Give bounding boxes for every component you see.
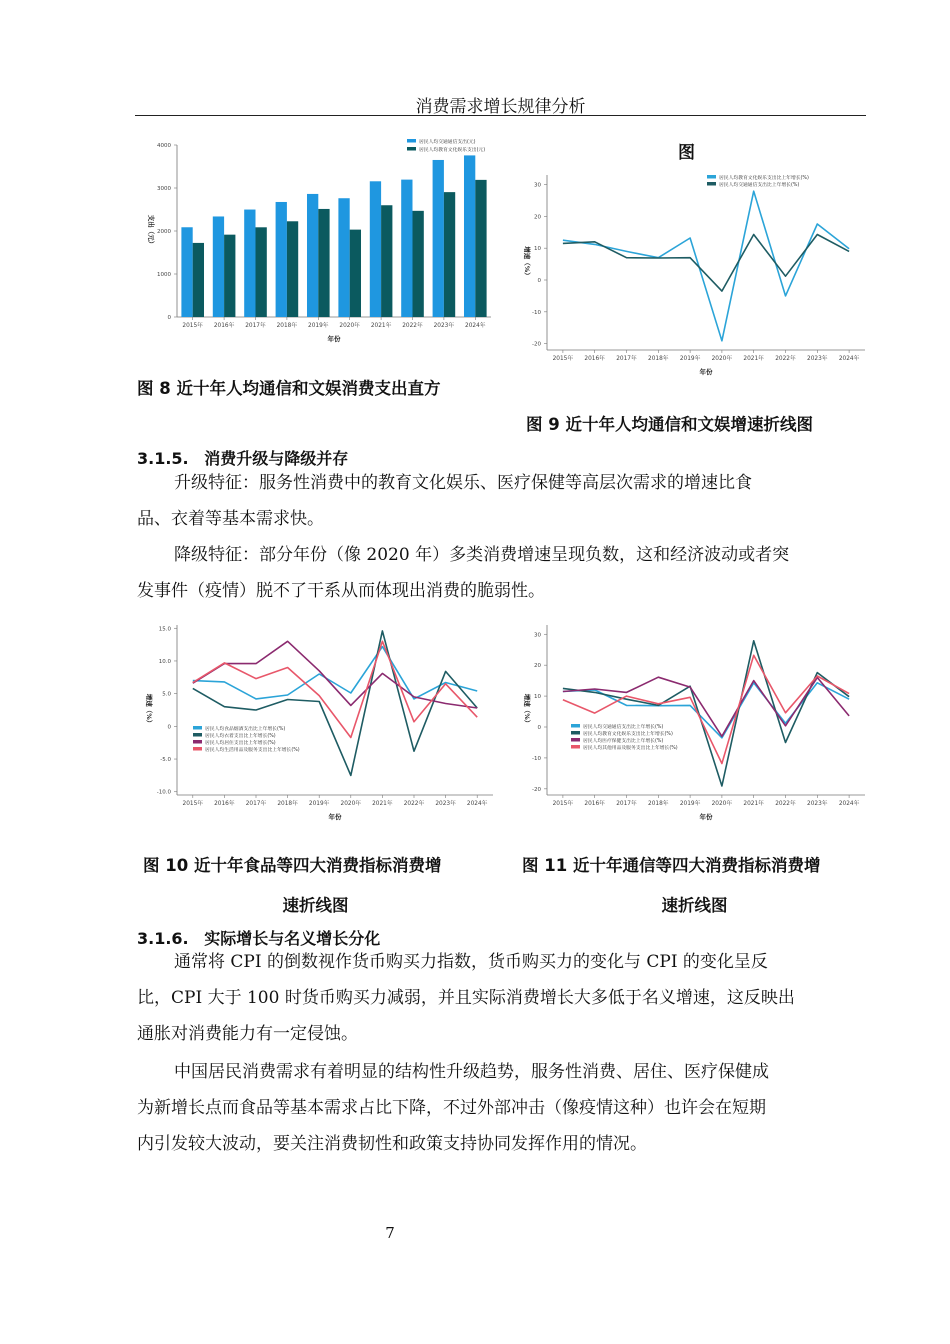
x-tick-label: 2015年 xyxy=(182,323,203,329)
x-tick-label: 2022年 xyxy=(402,323,423,329)
x-tick-label: 2015年 xyxy=(182,801,204,807)
legend-label-1: 居民人均交通通信支出比上年增长(%) xyxy=(583,725,664,730)
x-tick-label: 2018年 xyxy=(648,801,669,807)
y-tick-label: 30 xyxy=(534,632,541,639)
bar-1 xyxy=(464,155,475,317)
y-tick-label: 3000 xyxy=(157,186,171,192)
legend-label-2: 居民人均交通通信支出比上年增长(%) xyxy=(719,183,800,188)
y-axis-label: 增速（%） xyxy=(523,693,531,727)
legend-label-1: 居民人均交通通信支出(元) xyxy=(419,140,476,145)
series-line-1 xyxy=(193,647,477,699)
legend-label-3: 居民人均居住支出比上年增长(%) xyxy=(205,741,276,746)
x-tick-label: 2023年 xyxy=(435,801,456,807)
paragraph-upgrade xyxy=(137,465,867,537)
x-tick-label: 2020年 xyxy=(711,801,733,807)
x-tick-label: 2016年 xyxy=(584,356,605,362)
x-tick-label: 2021年 xyxy=(372,801,393,807)
legend-label-4: 居民人均生活用品及服务支出比上年增长(%) xyxy=(205,748,300,753)
y-tick-label: 0 xyxy=(167,724,171,731)
bar-2 xyxy=(256,227,267,317)
legend-swatch-3 xyxy=(193,740,202,744)
bar-2 xyxy=(318,209,329,317)
text-line: 内引发较大波动，要关注消费韧性和政策支持协同发挥作用的情况。 xyxy=(137,1134,647,1154)
bar-1 xyxy=(338,198,349,317)
bar-1 xyxy=(213,216,224,317)
legend-swatch-2 xyxy=(193,733,202,737)
x-tick-label: 2023年 xyxy=(433,323,455,329)
legend-swatch-1 xyxy=(407,139,416,143)
x-tick-label: 2023年 xyxy=(807,356,828,362)
y-tick-label: -5.0 xyxy=(160,757,171,764)
figure-9-caption: 图 9 近十年人均通信和文娱增速折线图 xyxy=(526,415,813,434)
caption-line: 图 10 近十年食品等四大消费指标消费增 xyxy=(143,856,442,875)
text-line: 中国居民消费需求有着明显的结构性升级趋势，服务性消费、居住、医疗保健成 xyxy=(174,1062,769,1082)
y-tick-label: 0 xyxy=(537,278,541,284)
bar-1 xyxy=(433,160,444,317)
x-tick-label: 2018年 xyxy=(276,323,298,329)
legend-label-3: 居民人均医疗保健支出比上年增长(%) xyxy=(583,739,664,744)
y-tick-label: -10 xyxy=(532,309,541,316)
x-tick-label: 2021年 xyxy=(743,356,764,362)
y-tick-label: 4000 xyxy=(157,143,171,149)
y-tick-label: 30 xyxy=(534,182,541,189)
text-line: 通常将 CPI 的倒数视作货币购买力指数，货币购买力的变化与 CPI 的变化呈反 xyxy=(174,952,768,972)
series-line-2 xyxy=(563,641,849,786)
x-tick-label: 2024年 xyxy=(838,356,860,362)
y-axis-label: 支出（元） xyxy=(147,214,155,248)
caption-line: 速折线图 xyxy=(661,896,728,915)
legend-swatch-2 xyxy=(707,182,716,186)
legend-swatch-4 xyxy=(571,745,580,749)
x-tick-label: 2020年 xyxy=(711,356,733,362)
y-tick-label: 10.0 xyxy=(158,658,171,665)
y-tick-label: 5.0 xyxy=(162,691,171,698)
caption-line: 图 11 近十年通信等四大消费指标消费增 xyxy=(522,856,821,875)
y-tick-label: 1000 xyxy=(157,272,171,278)
section-title: 实际增长与名义增长分化 xyxy=(204,929,381,948)
bar-1 xyxy=(401,180,412,317)
y-tick-label: 0 xyxy=(537,725,541,731)
bar-2 xyxy=(193,243,204,317)
paragraph-cpi xyxy=(137,944,867,1052)
figure-8-bar-chart xyxy=(135,133,505,345)
y-tick-label: 15.0 xyxy=(158,626,171,633)
x-tick-label: 2022年 xyxy=(775,801,796,807)
series-line-4 xyxy=(193,641,477,737)
legend-label-2: 居民人均教育文化娱乐支出比上年增长(%) xyxy=(583,732,673,737)
figure-9-line-chart xyxy=(515,165,875,380)
y-tick-label: 10 xyxy=(534,694,541,701)
section-number: 3.1.5. xyxy=(137,449,189,468)
text-line: 为新增长点而食品等基本需求占比下降，不过外部冲击（像疫情这种）也许会在短期 xyxy=(137,1098,766,1118)
x-tick-label: 2016年 xyxy=(213,323,235,329)
y-tick-label: 10 xyxy=(534,246,541,253)
figure-10-caption xyxy=(143,852,488,916)
y-tick-label: -20 xyxy=(532,341,541,348)
legend-swatch-1 xyxy=(193,726,202,730)
bar-2 xyxy=(413,211,424,317)
x-tick-label: 2019年 xyxy=(308,801,330,807)
figure-11-line-chart xyxy=(515,615,875,825)
x-axis-label: 年份 xyxy=(328,813,342,821)
legend-label-1: 居民人均食品烟酒支出比上年增长(%) xyxy=(205,727,286,732)
y-axis-label: 增速（%） xyxy=(145,693,153,727)
section-title: 消费升级与降级并存 xyxy=(204,449,349,468)
y-tick-label: -10.0 xyxy=(156,789,171,796)
x-tick-label: 2021年 xyxy=(743,801,764,807)
x-tick-label: 2019年 xyxy=(679,356,701,362)
x-axis-label: 年份 xyxy=(699,368,713,376)
x-tick-label: 2016年 xyxy=(214,801,235,807)
page-number: 7 xyxy=(385,1224,395,1242)
x-tick-label: 2017年 xyxy=(245,323,266,329)
legend-swatch-1 xyxy=(571,724,580,728)
legend-swatch-4 xyxy=(193,747,202,751)
header-rule xyxy=(135,115,866,116)
x-tick-label: 2024年 xyxy=(838,801,860,807)
series-line-1 xyxy=(563,191,849,341)
text-line: 通胀对消费能力有一定侵蚀。 xyxy=(137,1024,358,1044)
y-tick-label: -20 xyxy=(532,786,541,793)
text-line: 发事件（疫情）脱不了干系从而体现出消费的脆弱性。 xyxy=(137,581,545,601)
x-tick-label: 2018年 xyxy=(648,356,669,362)
legend-label-2: 居民人均教育文化娱乐支出(元) xyxy=(419,148,486,153)
caption-line: 速折线图 xyxy=(282,896,349,915)
bar-2 xyxy=(444,192,455,317)
legend-label-4: 居民人均其他用品及服务支出比上年增长(%) xyxy=(583,746,678,751)
x-tick-label: 2019年 xyxy=(679,801,701,807)
bar-1 xyxy=(181,227,192,317)
paragraph-downgrade xyxy=(137,537,867,609)
x-tick-label: 2022年 xyxy=(775,356,796,362)
section-number: 3.1.6. xyxy=(137,929,189,948)
x-tick-label: 2020年 xyxy=(340,801,362,807)
y-axis-label: 增速（%） xyxy=(523,246,531,279)
series-line-2 xyxy=(563,235,849,292)
text-line: 降级特征：部分年份（像 2020 年）多类消费增速呈现负数，这和经济波动或者突 xyxy=(174,545,790,565)
bar-1 xyxy=(307,194,318,317)
bar-1 xyxy=(244,210,255,317)
x-tick-label: 2024年 xyxy=(465,323,486,329)
x-tick-label: 2017年 xyxy=(616,801,637,807)
running-header: 消费需求增长规律分析 xyxy=(415,97,586,117)
x-tick-label: 2024年 xyxy=(466,801,488,807)
x-tick-label: 2016年 xyxy=(584,801,605,807)
x-tick-label: 2022年 xyxy=(403,801,425,807)
figure-10-line-chart xyxy=(135,615,505,825)
bar-2 xyxy=(350,230,361,317)
legend-swatch-2 xyxy=(407,147,416,151)
x-tick-label: 2023年 xyxy=(807,801,828,807)
bar-2 xyxy=(287,221,298,317)
bar-2 xyxy=(475,180,486,317)
text-line: 品、衣着等基本需求快。 xyxy=(137,509,324,529)
x-tick-label: 2017年 xyxy=(245,801,267,807)
legend-label-2: 居民人均衣着支出比上年增长(%) xyxy=(205,734,276,739)
legend-label-1: 居民人均教育文化娱乐支出比上年增长(%) xyxy=(719,176,809,181)
y-tick-label: 20 xyxy=(534,214,541,221)
x-axis-label: 年份 xyxy=(327,335,341,343)
y-tick-label: -10 xyxy=(532,755,541,762)
figure-8-caption: 图 8 近十年人均通信和文娱消费支出直方 xyxy=(137,379,441,398)
y-tick-label: 0 xyxy=(167,315,171,321)
x-tick-label: 2018年 xyxy=(277,801,298,807)
bar-1 xyxy=(370,181,381,317)
x-tick-label: 2015年 xyxy=(552,801,574,807)
series-line-2 xyxy=(193,631,477,776)
legend-swatch-3 xyxy=(571,738,580,742)
legend-swatch-2 xyxy=(571,731,580,735)
x-tick-label: 2017年 xyxy=(616,356,637,362)
figure-11-caption xyxy=(522,852,867,916)
x-tick-label: 2021年 xyxy=(370,323,392,329)
bar-1 xyxy=(276,202,287,317)
text-line: 比，CPI 大于 100 时货币购买力减弱，并且实际消费增长大多低于名义增速，这反映出 xyxy=(137,988,795,1008)
legend-swatch-1 xyxy=(707,175,716,179)
x-tick-label: 2015年 xyxy=(552,356,574,362)
x-axis-label: 年份 xyxy=(699,813,713,821)
figure-9-top-label: 图 xyxy=(678,143,695,163)
x-tick-label: 2019年 xyxy=(308,323,329,329)
bar-2 xyxy=(224,235,235,317)
paragraph-summary xyxy=(137,1054,867,1162)
text-line: 升级特征：服务性消费中的教育文化娱乐、医疗保健等高层次需求的增速比食 xyxy=(174,473,752,493)
y-tick-label: 2000 xyxy=(157,229,171,235)
y-tick-label: 20 xyxy=(534,663,541,670)
bar-2 xyxy=(381,205,392,317)
x-tick-label: 2020年 xyxy=(339,323,360,329)
